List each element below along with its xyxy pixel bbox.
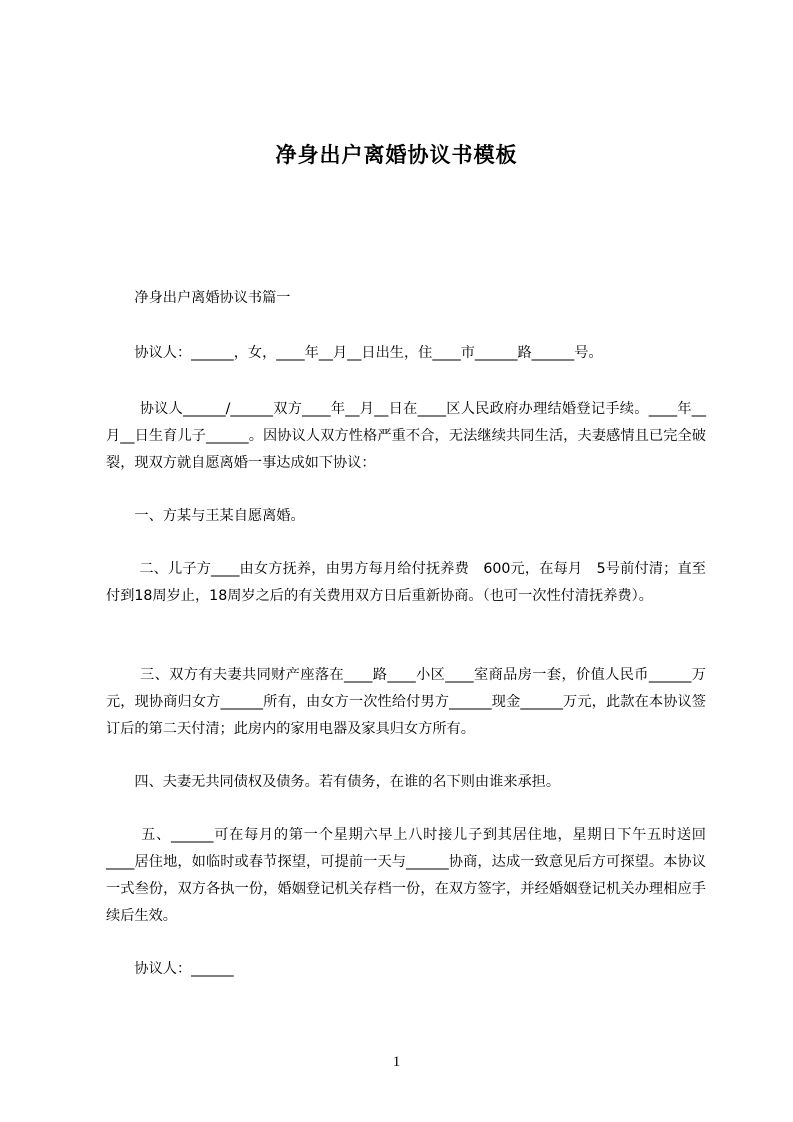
paragraph-clause-3: 三、双方有夫妻共同财产座落在____路____小区____室商品房一套，价值人民币______万元，现协商归女方______所有，由女方一次性给付男方______现金______万元，此款在本协议签订后的第二天付清；此房内的家用电器及家具归女方所有。 bbox=[106, 667, 706, 737]
page-number: 1 bbox=[392, 1054, 401, 1070]
paragraph-clause-5: 五、______可在每月的第一个星期六早上八时接儿子到其居住地，星期日下午五时送回____居住地，如临时或春节探望，可提前一天与______协商，达成一致意见后方可探望。本协议一式叁份，双方各执一份，婚姻登记机关存档一份，在双方签字，并经婚姻登记机关办理相应手续后生效。 bbox=[106, 827, 706, 924]
paragraph-signature: 协议人：______ bbox=[106, 961, 234, 977]
paragraph-clause-2: 二、儿子方____由女方抚养，由男方每月给付抚养费 600元，在每月 5号前付清；直至付到18周岁止，18周岁之后的有关费用双方日后重新协商。（也可一次性付清抚养费）。 bbox=[106, 561, 706, 604]
paragraph-parties: 协议人：______，女，____年__月__日出生，住____市______路______号。 bbox=[106, 345, 603, 361]
paragraph-clause-1: 一、方某与王某自愿离婚。 bbox=[106, 508, 305, 524]
section-heading bbox=[106, 285, 706, 312]
document-title: 净身出户离婚协议书模板 bbox=[275, 143, 518, 167]
paragraph-marriage-info: 协议人______/______双方____年__月__日在____区人民政府办理结婚登记手续。____年__月__日生育儿子______。因协议人双方性格严重不合，无法继续共同生活，夫妻感情且已完全破裂，现双方就自愿离婚一事达成如下协议： bbox=[106, 401, 706, 471]
section-heading-text: 净身出户离婚协议书篇一 bbox=[134, 290, 291, 306]
paragraph-clause-4: 四、夫妻无共同债权及债务。若有债务，在谁的名下则由谁来承担。 bbox=[106, 774, 561, 790]
